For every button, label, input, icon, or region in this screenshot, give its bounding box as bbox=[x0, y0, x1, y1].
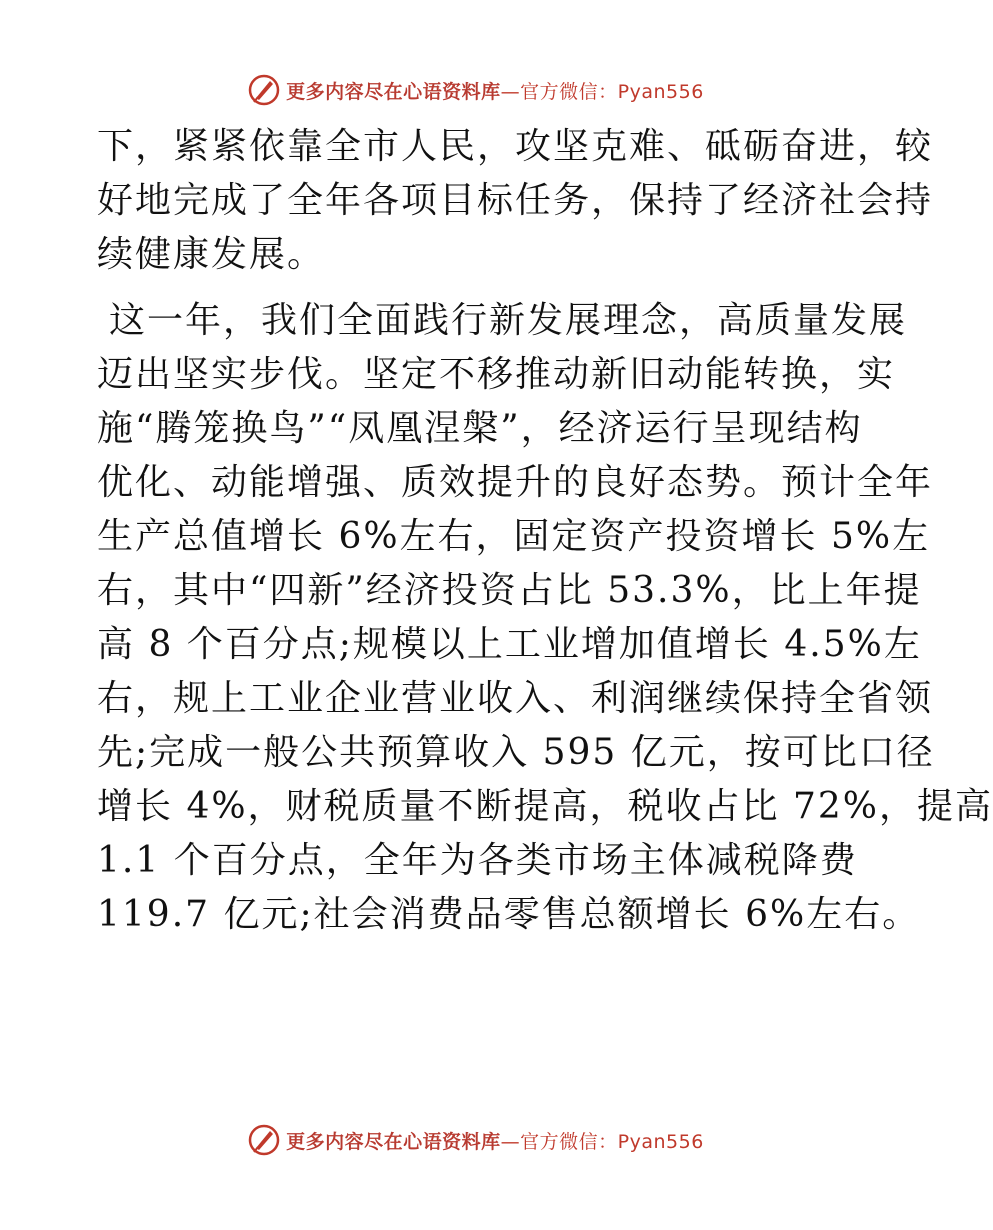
header-banner bbox=[0, 70, 950, 110]
quill-circle-icon bbox=[246, 72, 282, 108]
banner-contact: 官方微信：Pyan556 bbox=[520, 80, 704, 103]
text-line: 119.7 亿元;社会消费品零售总额增长 6%左右。 bbox=[97, 894, 921, 935]
banner-contact: 官方微信：Pyan556 bbox=[520, 1130, 704, 1153]
banner-separator: — bbox=[500, 1130, 521, 1153]
quill-circle-icon bbox=[246, 1122, 282, 1158]
paragraph-1 bbox=[97, 120, 934, 282]
text-line: 右，规上工业企业营业收入、利润继续保持全省领 bbox=[97, 678, 934, 719]
banner-text bbox=[286, 77, 704, 104]
text-line: 续健康发展。 bbox=[97, 234, 326, 275]
text-line: 优化、动能增强、质效提升的良好态势。预计全年 bbox=[97, 462, 934, 503]
text-line: 这一年，我们全面践行新发展理念，高质量发展 bbox=[109, 300, 908, 341]
text-line: 施“腾笼换鸟”“凤凰涅槃”，经济运行呈现结构 bbox=[97, 408, 863, 449]
text-line: 增长 4%，财税质量不断提高，税收占比 72%，提高 bbox=[97, 786, 993, 827]
paragraph-2 bbox=[97, 294, 993, 942]
text-line: 迈出坚实步伐。坚定不移推动新旧动能转换，实 bbox=[97, 354, 896, 395]
banner-brand: 更多内容尽在心语资料库 bbox=[286, 1130, 501, 1153]
footer-banner bbox=[0, 1120, 950, 1160]
text-line: 下，紧紧依靠全市人民，攻坚克难、砥砺奋进，较 bbox=[97, 126, 934, 167]
text-line: 好地完成了全年各项目标任务，保持了经济社会持 bbox=[97, 180, 934, 221]
banner-text bbox=[286, 1127, 704, 1154]
text-line: 高 8 个百分点;规模以上工业增加值增长 4.5%左 bbox=[97, 624, 922, 665]
document-body bbox=[97, 120, 993, 942]
banner-separator: — bbox=[500, 80, 521, 103]
text-line: 生产总值增长 6%左右，固定资产投资增长 5%左 bbox=[97, 516, 931, 557]
text-line: 右，其中“四新”经济投资占比 53.3%，比上年提 bbox=[97, 570, 922, 611]
banner-brand: 更多内容尽在心语资料库 bbox=[286, 80, 501, 103]
text-line: 1.1 个百分点，全年为各类市场主体减税降费 bbox=[97, 840, 858, 881]
text-line: 先;完成一般公共预算收入 595 亿元，按可比口径 bbox=[97, 732, 935, 773]
